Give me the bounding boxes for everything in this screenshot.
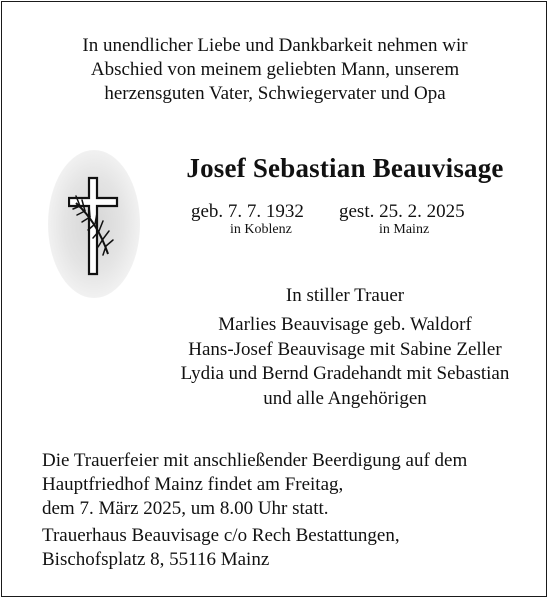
- address-line: Bischofsplatz 8, 55116 Mainz: [42, 549, 270, 570]
- mourners-section: [140, 284, 550, 412]
- ceremony-line: dem 7. März 2025, um 8.00 Uhr statt.: [42, 498, 329, 519]
- ceremony-line: Die Trauerfeier mit anschließender Beerdigung auf dem: [42, 450, 468, 471]
- ceremony-line: Hauptfriedhof Mainz findet am Freitag,: [42, 474, 344, 495]
- cross-with-palm-branch-icon: [68, 176, 120, 276]
- death-date: gest. 25. 2. 2025: [339, 201, 465, 222]
- mourners-list: [140, 313, 550, 412]
- intro-line: Abschied von meinem geliebten Mann, unserem: [90, 59, 460, 80]
- birth-place: in Koblenz: [230, 222, 292, 237]
- mourner-line: Marlies Beauvisage geb. Waldorf: [218, 314, 472, 335]
- mourners-header: In stiller Trauer: [285, 285, 405, 306]
- ceremony-info: [42, 449, 467, 521]
- birth-date: geb. 7. 7. 1932: [191, 201, 304, 222]
- deceased-name: Josef Sebastian Beauvisage: [186, 153, 504, 183]
- intro-line: herzensguten Vater, Schwiegervater und Opa: [104, 83, 446, 104]
- intro-line: In unendlicher Liebe und Dankbarkeit nehmen wir: [82, 35, 468, 56]
- mourner-line: Lydia und Bernd Gradehandt mit Sebastian: [180, 363, 510, 385]
- address-line: Trauerhaus Beauvisage c/o Rech Bestattungen,: [42, 525, 400, 546]
- mourner-line: Hans-Josef Beauvisage mit Sabine Zeller: [188, 338, 502, 360]
- funeral-home-address: [42, 524, 400, 572]
- death-place: in Mainz: [379, 222, 430, 237]
- intro-text: [0, 34, 550, 106]
- mourner-line: und alle Angehörigen: [263, 388, 427, 410]
- cross-emblem: [48, 150, 140, 298]
